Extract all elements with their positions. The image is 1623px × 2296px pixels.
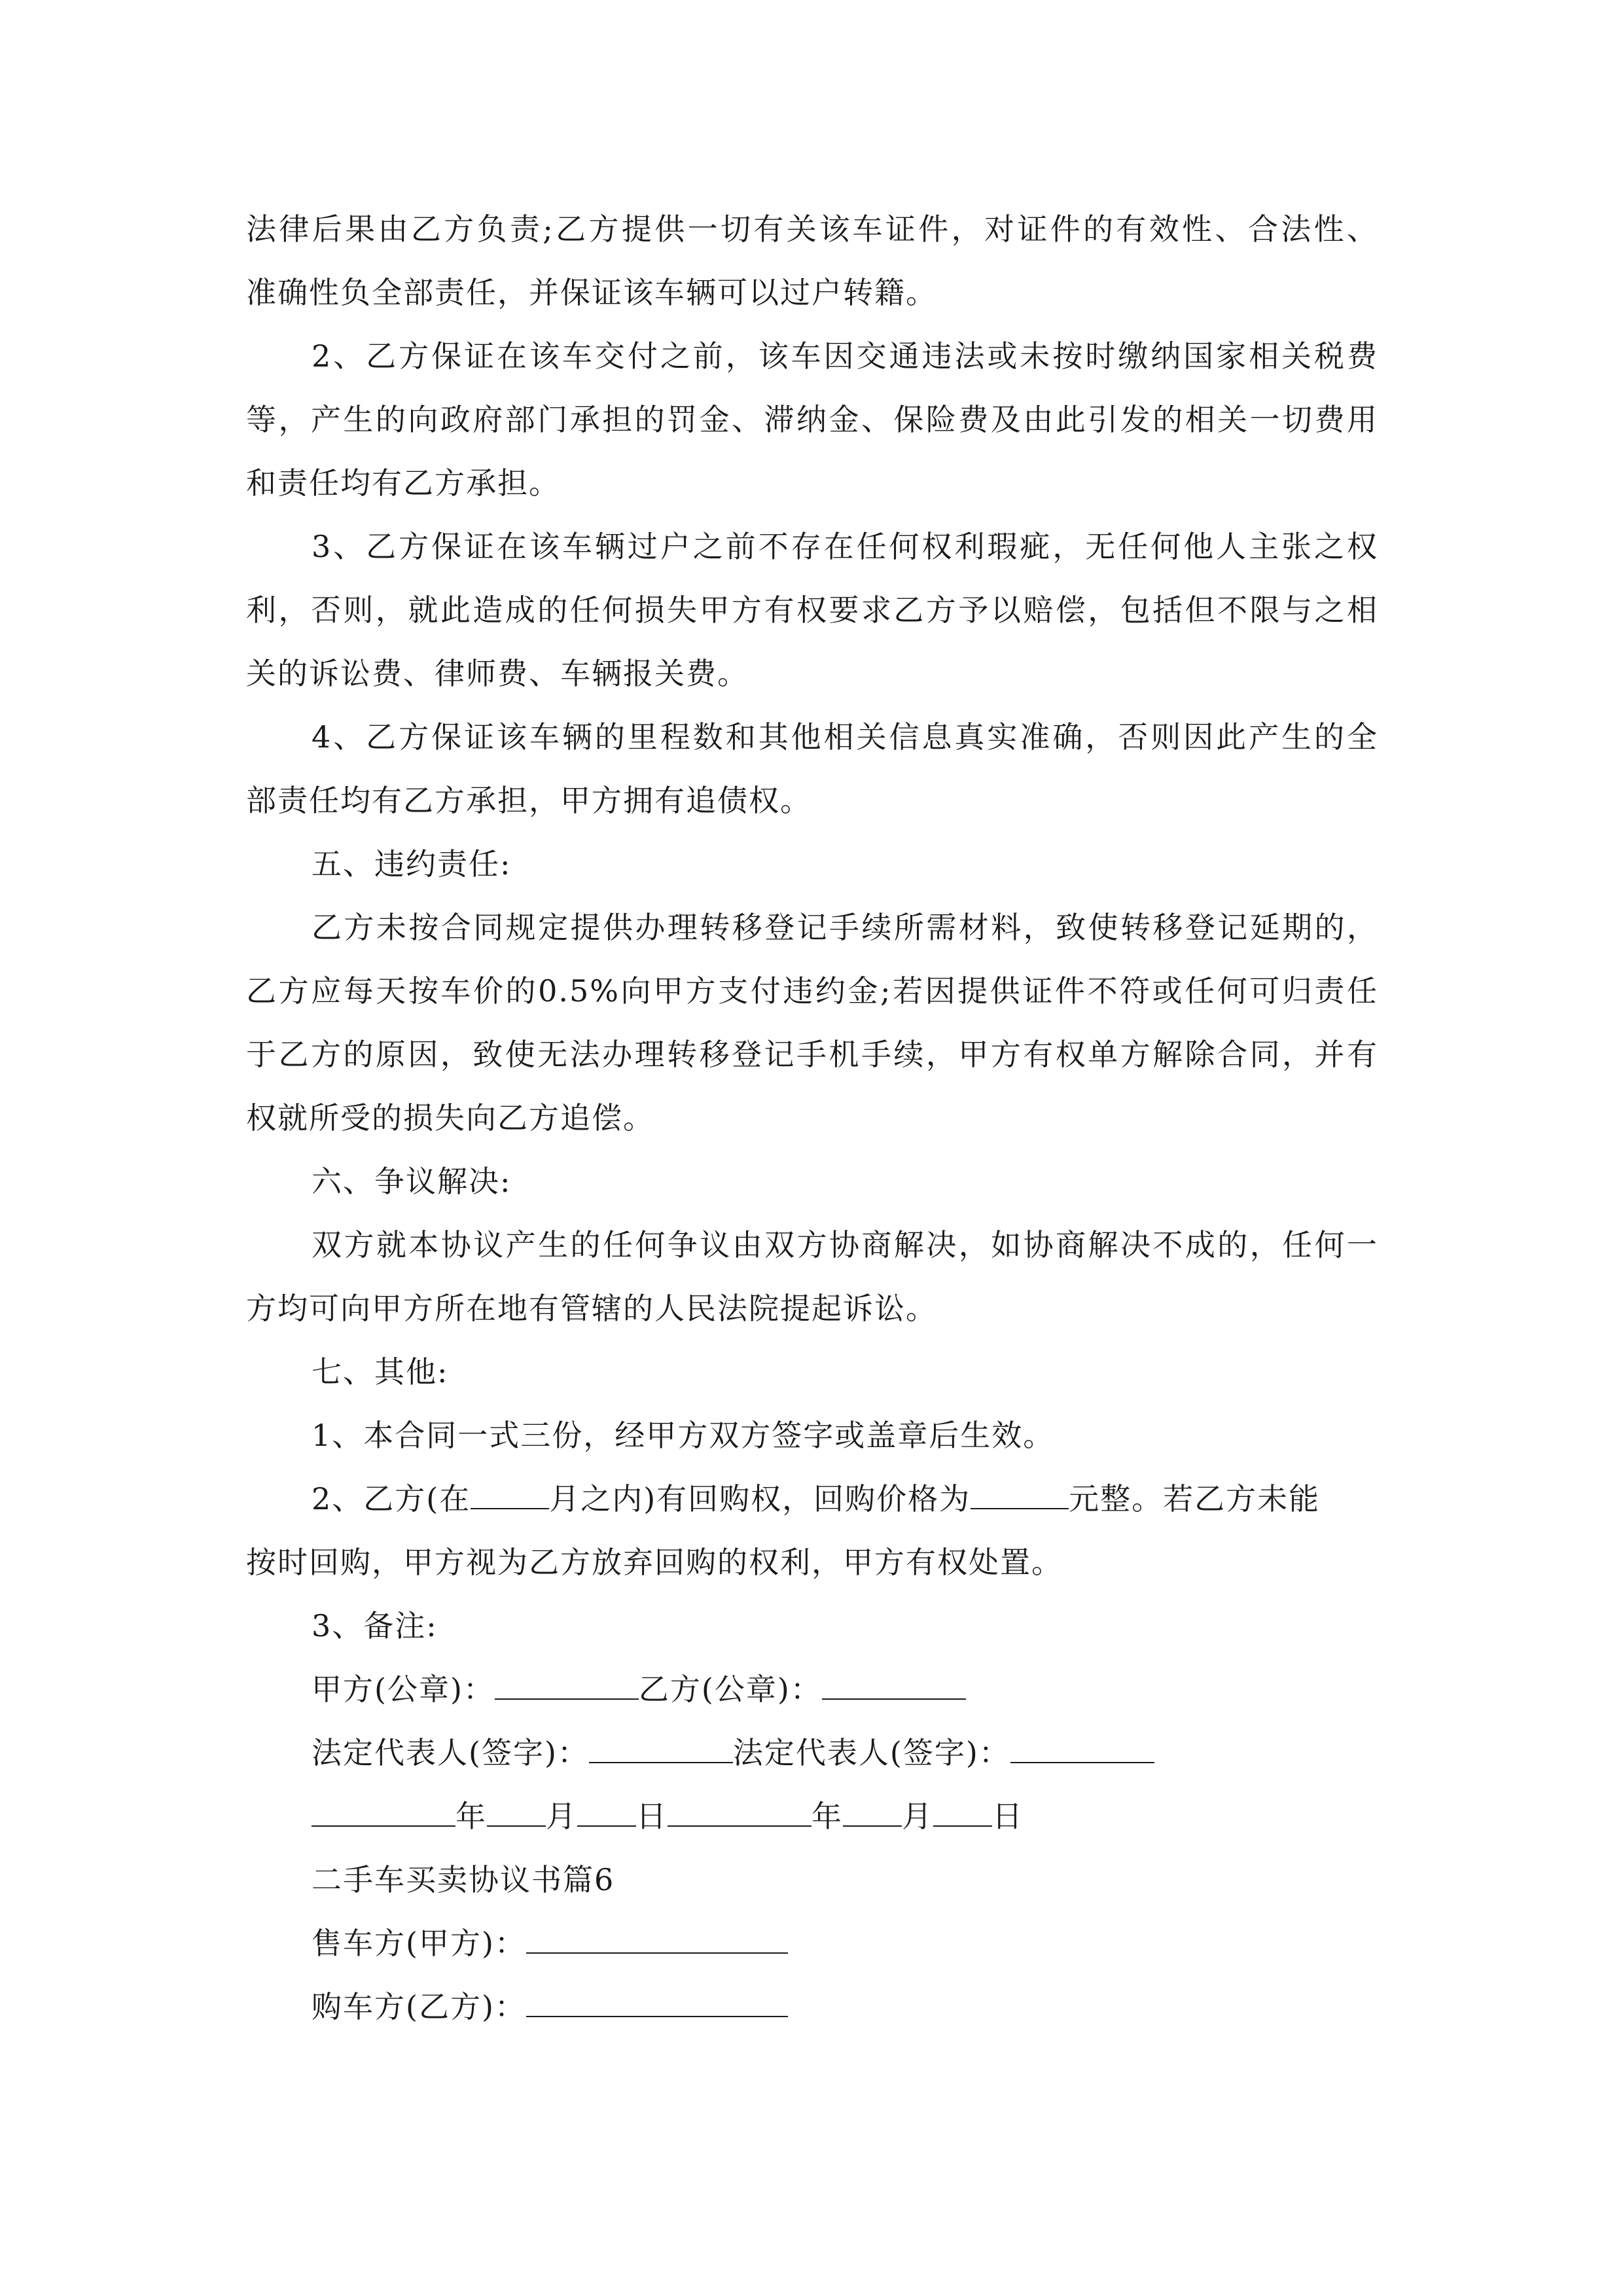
buyback-text-a: 2、乙方(在 [312,1481,471,1516]
month-label: 月 [546,1799,577,1834]
day-label: 日 [992,1799,1024,1834]
paragraph-line: 和责任均有乙方承担。 [246,465,560,501]
buyback-line [312,1479,1320,1518]
section-title: 二手车买卖协议书篇6 [312,1862,615,1897]
day-label: 日 [636,1799,668,1834]
buyback-text-c: 元整。若乙方未能 [1069,1481,1321,1516]
clause-3-line: 3、乙方保证在该车辆过户之前不存在任何权利瑕疵，无任何他人主张之权 [312,529,1378,564]
buyer-blank [526,1987,788,2017]
months-blank [471,1479,549,1509]
party-b-seal-blank [822,1670,966,1700]
year-label: 年 [455,1799,487,1834]
seller-blank [526,1924,788,1954]
paragraph-line: 于乙方的原因，致使无法办理转移登记手机手续，甲方有权单方解除合同，并有 [246,1037,1378,1072]
day-b-blank [933,1797,992,1827]
paragraph-line: 乙方未按合同规定提供办理转移登记手续所需材料，致使转移登记延期的， [312,910,1378,945]
seller-line [312,1924,788,1963]
paragraph-line: 权就所受的损失向乙方追偿。 [246,1100,654,1136]
year-a-blank [312,1797,455,1827]
paragraph-line: 双方就本协议产生的任何争议由双方协商解决，如协商解决不成的，任何一 [312,1227,1378,1263]
clause-2-line: 2、乙方保证在该车交付之前，该车因交通违法或未按时缴纳国家相关税费 [312,338,1378,374]
seal-line [312,1670,966,1709]
buyer-label: 购车方(乙方)： [312,1989,526,2024]
paragraph-line: 方均可向甲方所在地有管辖的人民法院提起诉讼。 [246,1291,937,1326]
rep-a-blank [589,1733,733,1763]
paragraph-line: 关的诉讼费、律师费、车辆报关费。 [246,656,749,691]
paragraph-line: 1、本合同一式三份，经甲方双方签字或盖章后生效。 [312,1418,1055,1453]
seller-label: 售车方(甲方)： [312,1926,526,1961]
price-blank [971,1479,1069,1509]
remarks-label: 3、备注: [312,1608,438,1643]
party-b-seal-label: 乙方(公章)： [638,1672,822,1707]
paragraph-line: 准确性负全部责任，并保证该车辆可以过户转籍。 [246,275,937,310]
section-heading-other: 七、其他: [312,1354,449,1390]
month-label: 月 [902,1799,933,1834]
paragraph-line: 利，否则，就此造成的任何损失甲方有权要求乙方予以赔偿，包括但不限与之相 [246,592,1378,628]
section-heading-breach: 五、违约责任: [312,846,512,882]
paragraph-line: 法律后果由乙方负责;乙方提供一切有关该车证件，对证件的有效性、合法性、 [246,211,1378,247]
paragraph-line: 按时回购，甲方视为乙方放弃回购的权利，甲方有权处置。 [246,1545,1063,1580]
signature-line [312,1733,1154,1772]
section-heading-dispute: 六、争议解决: [312,1164,512,1199]
party-a-seal-label: 甲方(公章)： [312,1672,495,1707]
date-line [312,1797,1024,1836]
buyback-text-b: 月之内)有回购权，回购价格为 [549,1481,971,1516]
clause-4-line: 4、乙方保证该车辆的里程数和其他相关信息真实准确，否则因此产生的全 [312,719,1378,755]
paragraph-line: 等，产生的向政府部门承担的罚金、滞纳金、保险费及由此引发的相关一切费用 [246,402,1378,437]
buyer-line [312,1987,788,2026]
rep-b-label: 法定代表人(签字)： [732,1735,1010,1770]
year-b-blank [668,1797,812,1827]
paragraph-line: 乙方应每天按车价的0.5%向甲方支付违约金;若因提供证件不符或任何可归责任 [246,973,1378,1009]
rep-a-label: 法定代表人(签字)： [312,1735,589,1770]
party-a-seal-blank [495,1670,639,1700]
rep-b-blank [1010,1733,1154,1763]
day-a-blank [577,1797,636,1827]
year-label: 年 [812,1799,843,1834]
paragraph-line: 部责任均有乙方承担，甲方拥有追债权。 [246,783,812,818]
month-b-blank [843,1797,902,1827]
month-a-blank [487,1797,546,1827]
